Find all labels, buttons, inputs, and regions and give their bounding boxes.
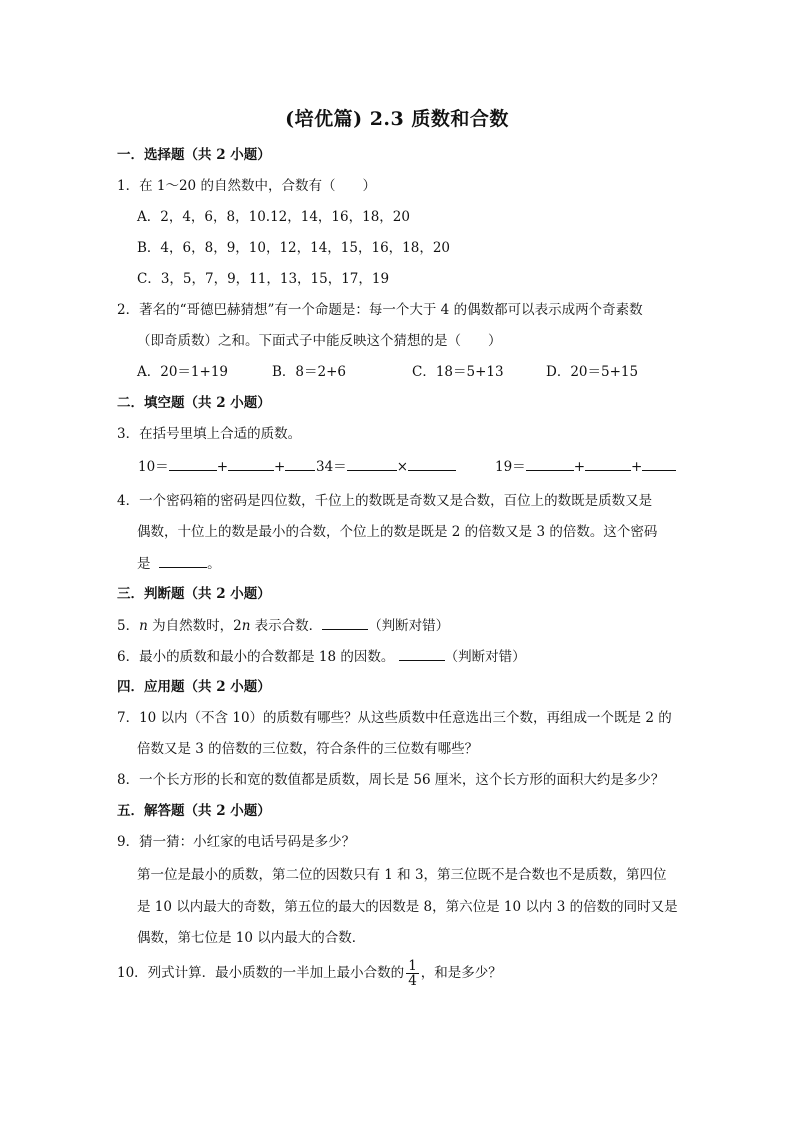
answer-blank[interactable] — [285, 456, 315, 471]
times-sign: × — [396, 459, 408, 475]
answer-blank[interactable] — [347, 456, 397, 471]
fraction-numerator: 1 — [408, 958, 417, 974]
answer-blank[interactable] — [585, 456, 631, 471]
answer-blank[interactable] — [159, 553, 207, 568]
question-6-stem: 6．最小的质数和最小的合数都是 18 的因数。 — [117, 649, 395, 665]
equation-34-prefix: 34＝ — [316, 459, 347, 475]
equation-19-prefix: 19＝ — [495, 459, 526, 475]
answer-blank[interactable] — [408, 456, 456, 471]
variable-n: n — [241, 618, 251, 634]
equation-10 — [138, 456, 315, 477]
question-10 — [117, 958, 502, 988]
question-10-suffix: ，和是多少？ — [420, 965, 502, 981]
question-4-line-3 — [137, 553, 221, 574]
question-10-prefix: 10．列式计算．最小质数的一半加上最小合数的 — [117, 965, 405, 981]
section-heading-choice: 一．选择题（共 2 小题） — [117, 147, 271, 163]
question-9-line-2: 第一位是最小的质数，第二位的因数只有 1 和 3，第三位既不是合数也不是质数，第四位 — [137, 867, 667, 883]
question-5-middle: 为自然数时，2 — [147, 618, 242, 634]
question-2-line-1: 2．著名的“哥德巴赫猜想”有一个命题是：每一个大于 4 的偶数都可以表示成两个奇素数 — [117, 302, 643, 318]
answer-blank[interactable] — [169, 456, 217, 471]
equation-10-prefix: 10＝ — [138, 459, 169, 475]
answer-blank[interactable] — [228, 456, 274, 471]
answer-blank[interactable] — [642, 456, 676, 471]
answer-blank[interactable] — [526, 456, 574, 471]
section-heading-application: 四．应用题（共 2 小题） — [117, 679, 271, 695]
question-9-line-4: 偶数，第七位是 10 以内最大的合数． — [137, 930, 366, 946]
question-3-stem: 3．在括号里填上合适的质数。 — [117, 426, 302, 442]
section-heading-judge: 三．判断题（共 2 小题） — [117, 586, 271, 602]
question-9-line-1: 9．猜一猜：小红家的电话号码是多少？ — [117, 834, 356, 850]
question-5 — [117, 615, 449, 636]
question-7-line-1: 7．10 以内（不含 10）的质数有哪些？从这些质数中任意选出三个数，再组成一个既是 2 的 — [117, 710, 672, 726]
plus-sign: + — [274, 459, 286, 475]
question-5-number: 5． — [117, 618, 140, 634]
equation-19 — [495, 456, 676, 477]
question-2-option-a: A．20＝1+19 — [137, 364, 229, 380]
question-2-option-d: D．20＝5+15 — [546, 364, 639, 380]
question-2-option-b: B．8＝2+6 — [272, 364, 346, 380]
question-2-option-c: C．18＝5+13 — [412, 364, 504, 380]
question-5-tail: 表示合数． — [250, 618, 323, 634]
question-1-option-a: A．2，4，6，8，10.12，14，16，18，20 — [137, 209, 410, 225]
question-2-line-2: （即奇质数）之和。下面式子中能反映这个猜想的是（ ） — [137, 333, 502, 349]
plus-sign: + — [573, 459, 585, 475]
equation-34 — [316, 456, 456, 477]
question-4-line-2: 偶数，十位上的数是最小的合数，个位上的数是既是 2 的倍数又是 3 的倍数。这个密码 — [137, 524, 658, 540]
question-8-line-1: 8．一个长方形的长和宽的数值都是质数，周长是 56 厘米，这个长方形的面积大约是多少？ — [117, 772, 665, 788]
question-1-stem: 1．在 1～20 的自然数中，合数有（ ） — [117, 178, 376, 194]
question-4-line-1: 4．一个密码箱的密码是四位数，千位上的数既是奇数又是合数，百位上的数既是质数又是 — [117, 493, 653, 509]
variable-n: n — [139, 618, 148, 634]
judge-note: （判断对错） — [444, 649, 526, 665]
fraction-denominator: 4 — [408, 973, 417, 989]
fraction-one-quarter — [406, 959, 419, 988]
question-9-line-3: 是 10 以内最大的奇数，第五位的最大的因数是 8，第六位是 10 以内 3 的倍数的同时又是 — [137, 899, 678, 915]
answer-blank[interactable] — [399, 646, 445, 661]
plus-sign: + — [216, 459, 228, 475]
question-7-line-2: 倍数又是 3 的倍数的三位数，符合条件的三位数有哪些？ — [137, 741, 479, 757]
answer-blank[interactable] — [322, 615, 368, 630]
section-heading-solve: 五．解答题（共 2 小题） — [117, 803, 271, 819]
page-title: (培优篇) 2.3 质数和合数 — [285, 108, 509, 130]
question-4-line-3-end: 。 — [207, 556, 221, 572]
plus-sign: + — [631, 459, 643, 475]
question-1-option-c: C．3，5，7，9，11，13，15，17，19 — [137, 271, 390, 287]
question-1-option-b: B．4，6，8，9，10，12，14，15，16，18，20 — [137, 240, 451, 256]
question-4-line-3-start: 是 — [137, 556, 155, 572]
question-6 — [117, 646, 526, 667]
section-heading-fill: 二．填空题（共 2 小题） — [117, 395, 271, 411]
judge-note: （判断对错） — [368, 618, 450, 634]
